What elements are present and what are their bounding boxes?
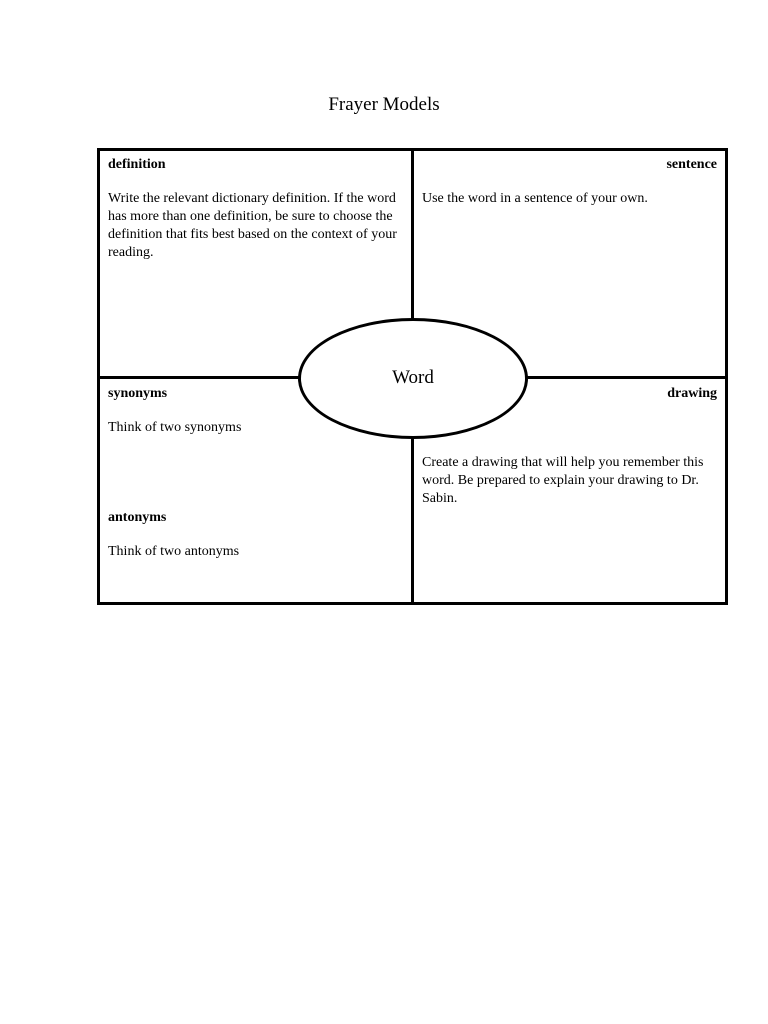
drawing-text: Create a drawing that will help you remember this word. Be prepared to explain your drawing to Dr. Sabin. — [422, 455, 704, 506]
antonyms-heading: antonyms — [108, 510, 167, 525]
definition-text: Write the relevant dictionary definition. If the word has more than one definition, be sure to choose the definition that fits best based on the context of your reading. — [108, 191, 397, 260]
center-word: Word — [392, 367, 434, 388]
sentence-text: Use the word in a sentence of your own. — [422, 191, 648, 206]
synonyms-heading: synonyms — [108, 386, 168, 401]
page-title: Frayer Models — [328, 94, 440, 115]
antonyms-text: Think of two antonyms — [108, 544, 240, 559]
drawing-heading: drawing — [667, 386, 717, 401]
sentence-heading: sentence — [666, 157, 717, 172]
definition-heading: definition — [108, 157, 166, 172]
synonyms-text: Think of two synonyms — [108, 420, 242, 435]
